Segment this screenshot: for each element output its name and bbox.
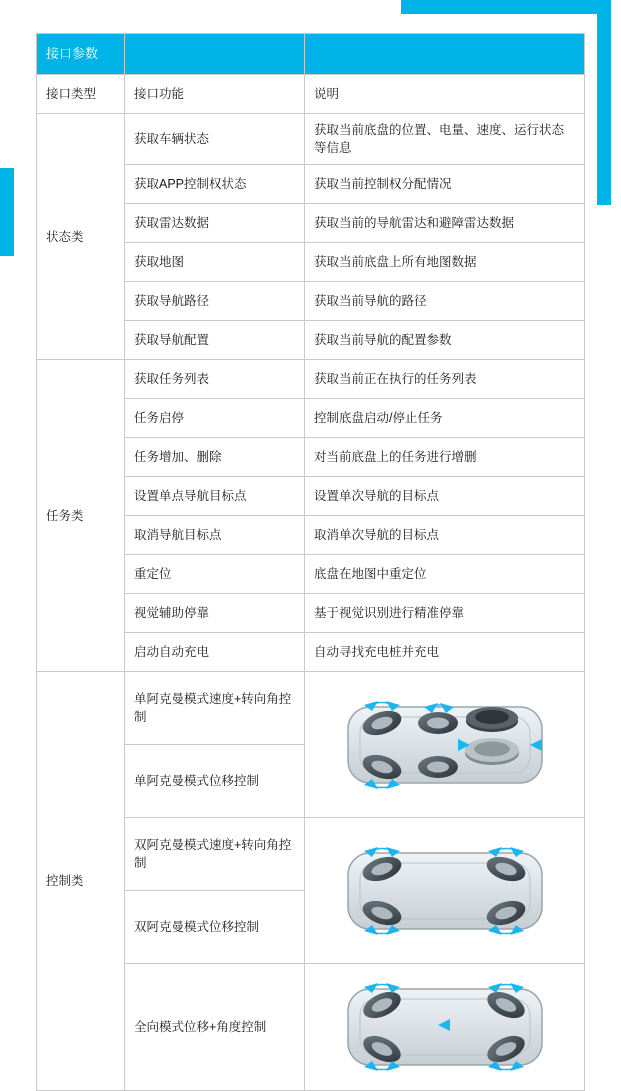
function-description: 获取当前控制权分配情况 xyxy=(305,165,585,204)
function-name: 视觉辅助停靠 xyxy=(125,594,305,633)
function-description: 获取当前的导航雷达和避障雷达数据 xyxy=(305,204,585,243)
table-row xyxy=(37,360,585,399)
function-description: 获取当前导航的路径 xyxy=(305,282,585,321)
table-header-row xyxy=(37,75,585,114)
table-title-spacer xyxy=(125,34,305,75)
table-title-spacer-2 xyxy=(305,34,585,75)
table-title: 接口参数 xyxy=(37,34,125,75)
category-control: 控制类 xyxy=(37,672,125,1091)
function-name: 获取导航配置 xyxy=(125,321,305,360)
decoration-corner-top-bar xyxy=(401,0,611,14)
function-name: 单阿克曼模式位移控制 xyxy=(125,745,305,818)
function-description: 获取当前底盘的位置、电量、速度、运行状态等信息 xyxy=(305,114,585,165)
function-description: 底盘在地图中重定位 xyxy=(305,555,585,594)
column-header-description: 说明 xyxy=(305,75,585,114)
function-name: 设置单点导航目标点 xyxy=(125,477,305,516)
function-name: 全向模式位移+角度控制 xyxy=(125,964,305,1091)
double-ackermann-diagram xyxy=(305,818,585,964)
decoration-left-bar xyxy=(0,168,14,256)
column-header-type: 接口类型 xyxy=(37,75,125,114)
column-header-function: 接口功能 xyxy=(125,75,305,114)
function-name: 双阿克曼模式速度+转向角控制 xyxy=(125,818,305,891)
function-name: 重定位 xyxy=(125,555,305,594)
category-status: 状态类 xyxy=(37,114,125,360)
function-name: 启动自动充电 xyxy=(125,633,305,672)
table-row xyxy=(37,114,585,165)
function-name: 双阿克曼模式位移控制 xyxy=(125,891,305,964)
function-name: 获取车辆状态 xyxy=(125,114,305,165)
table-title-row xyxy=(37,34,585,75)
function-name: 取消导航目标点 xyxy=(125,516,305,555)
function-description: 设置单次导航的目标点 xyxy=(305,477,585,516)
function-name: 获取APP控制权状态 xyxy=(125,165,305,204)
single-ackermann-diagram xyxy=(305,672,585,818)
function-name: 任务启停 xyxy=(125,399,305,438)
table-row xyxy=(37,672,585,745)
function-name: 获取任务列表 xyxy=(125,360,305,399)
spec-table-container xyxy=(36,33,584,1091)
category-task: 任务类 xyxy=(37,360,125,672)
spec-table xyxy=(36,33,585,1091)
function-description: 对当前底盘上的任务进行增删 xyxy=(305,438,585,477)
function-description: 基于视觉识别进行精准停靠 xyxy=(305,594,585,633)
function-description: 获取当前导航的配置参数 xyxy=(305,321,585,360)
function-name: 获取雷达数据 xyxy=(125,204,305,243)
function-description: 取消单次导航的目标点 xyxy=(305,516,585,555)
function-name: 获取导航路径 xyxy=(125,282,305,321)
function-description: 自动寻找充电桩并充电 xyxy=(305,633,585,672)
function-name: 获取地图 xyxy=(125,243,305,282)
function-description: 获取当前正在执行的任务列表 xyxy=(305,360,585,399)
function-description: 控制底盘启动/停止任务 xyxy=(305,399,585,438)
omni-directional-diagram xyxy=(305,964,585,1091)
function-name: 任务增加、删除 xyxy=(125,438,305,477)
function-name: 单阿克曼模式速度+转向角控制 xyxy=(125,672,305,745)
function-description: 获取当前底盘上所有地图数据 xyxy=(305,243,585,282)
